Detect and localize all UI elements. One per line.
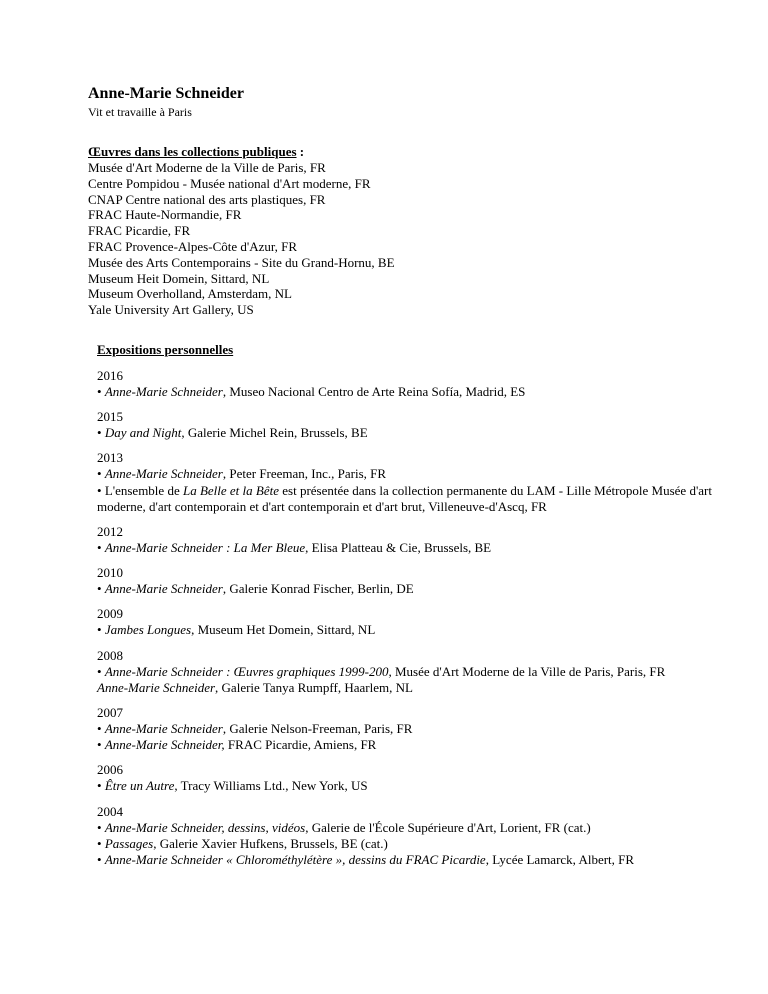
exhibition-entry (97, 581, 728, 597)
entry-title: Anne-Marie Schneider (97, 679, 216, 695)
year-block (97, 565, 728, 597)
entry-details: , Galerie de l'École Supérieure d'Art, Lorient, FR (cat.) (305, 819, 591, 835)
entry-bullet: • (97, 482, 105, 498)
entry-details: , Tracy Williams Ltd., New York, US (174, 778, 368, 794)
year-label: 2004 (97, 803, 123, 819)
collection-item: Musée d'Art Moderne de la Ville de Paris, FR (88, 160, 326, 175)
year-block (97, 705, 728, 753)
exhibition-entry (97, 622, 728, 638)
entry-details: , Galerie Nelson-Freeman, Paris, FR (222, 721, 413, 736)
exhibition-entry (97, 664, 728, 680)
entry-bullet: • (97, 852, 105, 868)
exhibitions-heading: Expositions personnelles (97, 341, 234, 357)
entry-title: Anne-Marie Schneider « Chlorométhylétère », dessins du FRAC Picardie (104, 852, 486, 868)
entry-bullet: • (97, 721, 105, 736)
exhibition-entry (97, 483, 728, 515)
collections-list (88, 160, 728, 318)
year-label: 2008 (97, 647, 123, 663)
entry-details: , Peter Freeman, Inc., Paris, FR (222, 466, 387, 482)
entry-bullet: • (97, 383, 105, 399)
exhibition-entry (97, 384, 728, 400)
artist-name: Anne-Marie Schneider (88, 85, 244, 102)
entry-details: , Galerie Michel Rein, Brussels, BE (181, 425, 368, 441)
entry-bullet: • (97, 835, 105, 851)
entry-title: Anne-Marie Schneider : Œuvres graphiques 1999-200, (104, 663, 392, 679)
entry-details: , Elisa Platteau & Cie, Brussels, BE (305, 539, 492, 555)
exhibition-entry (97, 540, 728, 556)
exhibition-entry (97, 425, 728, 441)
year-label: 2015 (97, 409, 123, 425)
year-label: 2006 (97, 762, 123, 778)
entry-details: FRAC Picardie, Amiens, FR (224, 737, 377, 753)
collection-item: Museum Overholland, Amsterdam, NL (88, 286, 292, 302)
exhibition-entry (97, 721, 728, 737)
exhibition-entry (97, 680, 728, 696)
document-page (88, 84, 728, 877)
collection-item: FRAC Haute-Normandie, FR (88, 207, 242, 223)
entry-bullet: • (97, 663, 105, 679)
entry-bullet: • (97, 581, 105, 597)
year-label: 2016 (97, 367, 123, 383)
entry-title: La Belle et la Bête (182, 482, 279, 498)
year-block (97, 524, 728, 556)
year-block (97, 368, 728, 400)
collection-item: CNAP Centre national des arts plastiques, FR (88, 191, 326, 207)
entry-title: Anne-Marie Schneider, (104, 737, 225, 753)
year-block (97, 409, 728, 441)
collections-heading-suffix: : (296, 144, 305, 159)
entry-prefix: L'ensemble de (104, 482, 183, 498)
exhibition-entry (97, 836, 728, 852)
entry-details: , Lycée Lamarck, Albert, FR (485, 852, 635, 868)
entry-title: Anne-Marie Schneider (104, 721, 223, 736)
entry-details: , Galerie Konrad Fischer, Berlin, DE (222, 581, 414, 597)
collection-item: Museum Heit Domein, Sittard, NL (88, 270, 270, 286)
year-label: 2007 (97, 705, 123, 720)
entry-details: , Museum Het Domein, Sittard, NL (191, 622, 376, 638)
entry-details: , Galerie Tanya Rumpff, Haarlem, NL (215, 679, 413, 695)
exhibition-entry (97, 778, 728, 794)
year-block (97, 648, 728, 696)
entry-bullet: • (97, 425, 105, 441)
entry-details: est présentée dans la collection permanente du LAM - Lille Métropole Musée d'art moderne, d'art contemporain et d'art contemporain et d'art brut, Villeneuve-d'Ascq, FR (97, 482, 712, 514)
collection-item: Musée des Arts Contemporains - Site du Grand-Hornu, BE (88, 254, 395, 270)
exhibition-entry (97, 737, 728, 753)
year-label: 2012 (97, 523, 123, 539)
collections-heading-text: Œuvres dans les collections publiques (88, 144, 297, 159)
collection-item: FRAC Provence-Alpes-Côte d'Azur, FR (88, 238, 298, 254)
entry-details: , Museo Nacional Centro de Arte Reina Sofía, Madrid, ES (222, 383, 526, 399)
artist-subtitle: Vit et travaille à Paris (88, 105, 192, 119)
entry-details: , Galerie Xavier Hufkens, Brussels, BE (cat.) (153, 835, 388, 851)
exhibition-entry (97, 852, 728, 868)
entry-title: Anne-Marie Schneider (104, 581, 223, 597)
entry-bullet: • (97, 466, 105, 482)
entry-title: Anne-Marie Schneider (104, 466, 223, 482)
year-label: 2010 (97, 565, 123, 581)
entry-bullet: • (97, 778, 105, 794)
year-block (97, 450, 728, 515)
year-label: 2013 (97, 450, 123, 466)
exhibition-entry (97, 466, 728, 482)
entry-title: Anne-Marie Schneider (104, 383, 223, 399)
collection-item: Yale University Art Gallery, US (88, 302, 254, 318)
entry-details: Musée d'Art Moderne de la Ville de Paris, Paris, FR (391, 663, 666, 679)
entry-bullet: • (97, 819, 105, 835)
exhibition-entry (97, 820, 728, 836)
entry-title: Day and Night (104, 425, 182, 441)
entry-bullet: • (97, 622, 105, 638)
collections-heading (88, 143, 728, 160)
exhibitions-list (97, 368, 728, 868)
entry-title: Anne-Marie Schneider : La Mer Bleue (104, 539, 306, 555)
entry-title: Jambes Longues (104, 622, 192, 638)
year-block (97, 762, 728, 794)
collection-item: Centre Pompidou - Musée national d'Art moderne, FR (88, 175, 371, 191)
exhibitions-section (97, 341, 728, 868)
entry-title: Être un Autre (104, 778, 175, 794)
entry-title: Passages (104, 835, 154, 851)
year-block (97, 804, 728, 869)
year-label: 2009 (97, 606, 123, 622)
year-block (97, 606, 728, 638)
entry-title: Anne-Marie Schneider, dessins, vidéos (104, 819, 306, 835)
entry-bullet: • (97, 539, 105, 555)
entry-bullet: • (97, 737, 105, 753)
collection-item: FRAC Picardie, FR (88, 223, 191, 239)
